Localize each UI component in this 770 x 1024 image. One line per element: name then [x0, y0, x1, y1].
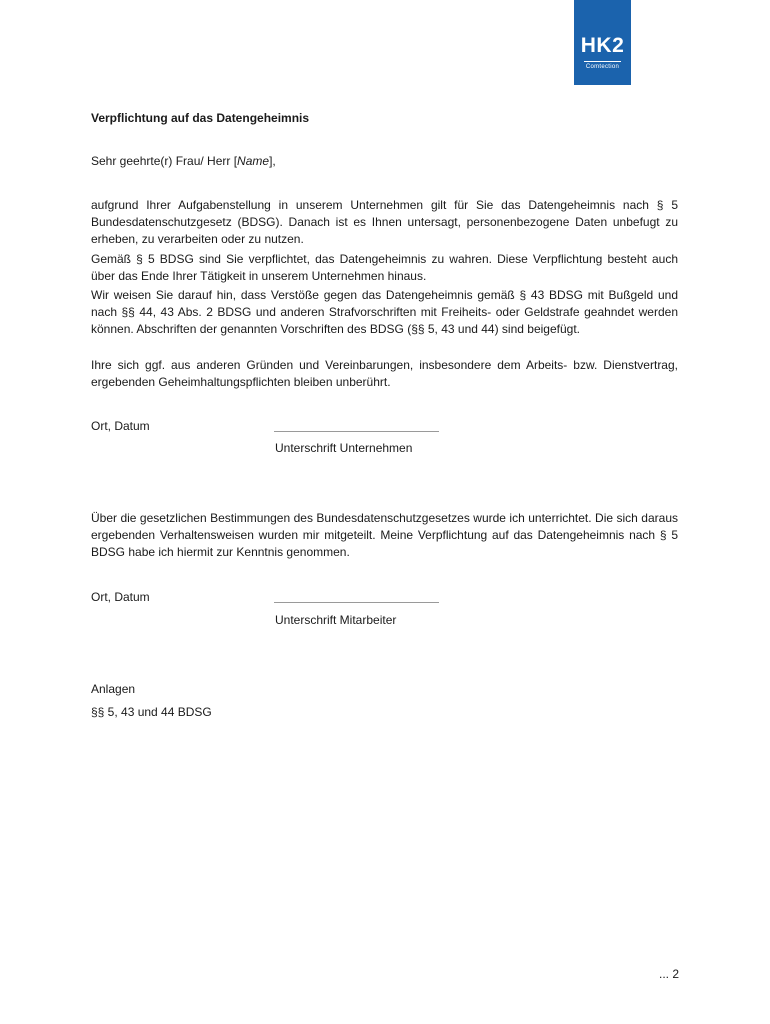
attachments-heading: Anlagen — [91, 682, 136, 696]
logo-divider — [584, 61, 621, 62]
company-signature-line — [274, 431, 439, 432]
page-continuation-marker: ... 2 — [658, 967, 679, 981]
paragraph-duty: Gemäß § 5 BDSG sind Sie verpflichtet, das Datengeheimnis zu wahren. Diese Verpflichtung besteht auch über das Ende Ihrer Tätigkeit in unserem Unternehmen hinaus. — [91, 252, 678, 283]
salutation-suffix: ], — [269, 154, 276, 168]
company-place-date-label: Ort, Datum — [91, 419, 150, 433]
logo-mark: HK2 — [580, 34, 625, 57]
company-signature-label: Unterschrift Unternehmen — [275, 441, 413, 455]
paragraph-other-obligations: Ihre sich ggf. aus anderen Gründen und Vereinbarungen, insbesondere dem Arbeits- bzw. Dienstvertrag, ergebenden Geheimhaltungspflichten bleiben unberührt. — [91, 358, 678, 389]
employee-signature-line — [274, 602, 439, 603]
employee-place-date-label: Ort, Datum — [91, 590, 150, 604]
employee-signature-label: Unterschrift Mitarbeiter — [275, 613, 397, 627]
attachments-item: §§ 5, 43 und 44 BDSG — [91, 705, 212, 719]
salutation-prefix: Sehr geehrte(r) Frau/ Herr [ — [91, 154, 238, 168]
hk2-logo — [574, 0, 631, 85]
logo-subtitle: Comtection — [585, 64, 620, 70]
document-title: Verpflichtung auf das Datengeheimnis — [91, 111, 310, 125]
paragraph-penalties: Wir weisen Sie darauf hin, dass Verstöße gegen das Datengeheimnis gemäß § 43 BDSG mit Bußgeld und nach §§ 44, 43 Abs. 2 BDSG und anderen Strafvorschriften mit Freiheits- oder Geldstrafe geahndet werden können. Abschriften der genannten Vorschriften des BDSG (§§ 5, 43 und 44) sind beigefügt. — [91, 288, 678, 336]
paragraph-obligation: aufgrund Ihrer Aufgabenstellung in unserem Unternehmen gilt für Sie das Datengeheimnis nach § 5 Bundesdatenschutzgesetz (BDSG). Danach ist es Ihnen untersagt, personenbezogene Daten unbefugt zu erheben, zu verarbeiten oder zu nutzen. — [91, 198, 678, 246]
name-placeholder: Name — [237, 154, 270, 168]
paragraph-employee-acknowledgement: Über die gesetzlichen Bestimmungen des Bundesdatenschutzgesetzes wurde ich unterrichtet. Die sich daraus ergebenden Verhaltensweisen wurden mir mitgeteilt. Meine Verpflichtung auf das Datengeheimnis nach § 5 BDSG habe ich hiermit zur Kenntnis genommen. — [91, 511, 678, 559]
salutation — [91, 154, 276, 168]
